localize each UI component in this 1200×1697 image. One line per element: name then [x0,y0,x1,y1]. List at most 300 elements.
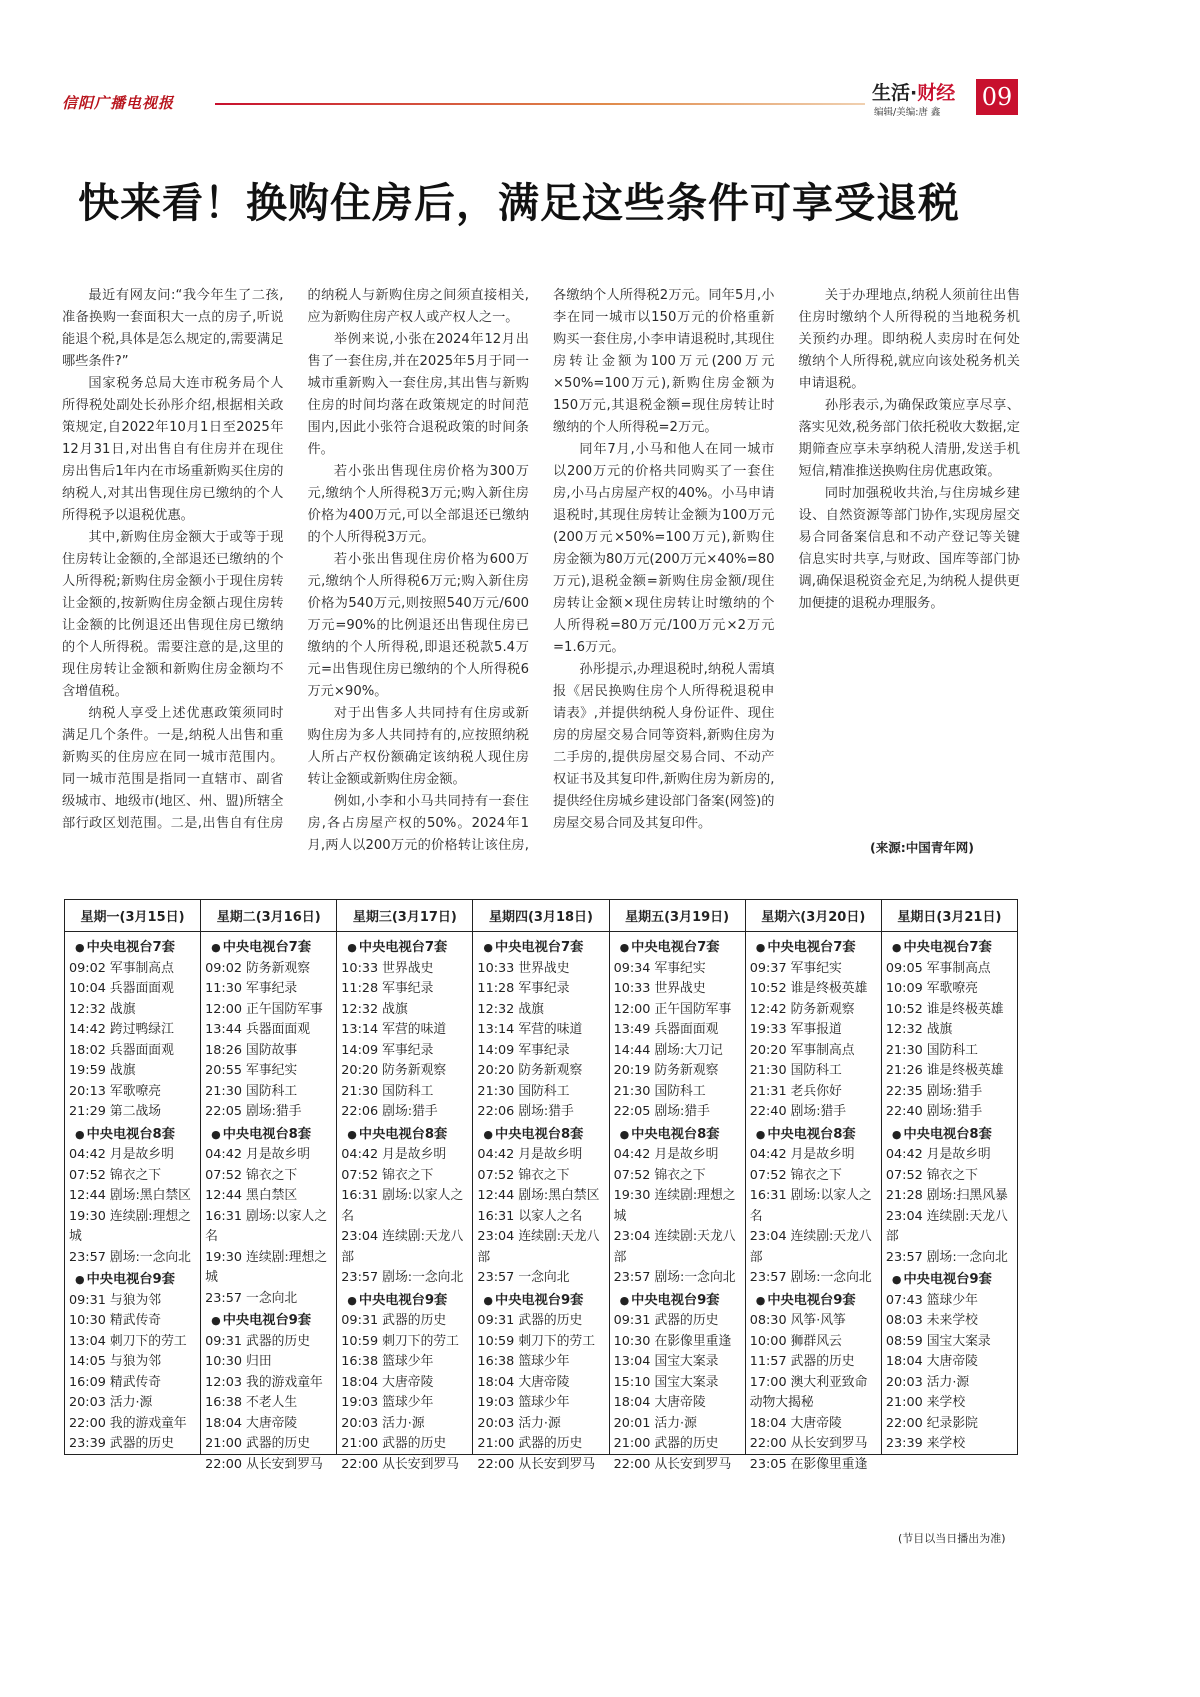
program-time: 22:00 [69,1415,106,1431]
program-time: 04:42 [69,1147,106,1162]
program-title: 兵器面面观 [246,1022,311,1037]
program-time: 16:31 [341,1188,379,1203]
channel-block [205,938,332,1123]
program-title: 风筝·风筝 [790,1313,846,1328]
program-title: 军事制高点 [926,960,991,976]
schedule-day-column [201,900,337,1472]
schedule-day-header: 星期一(3月15日) [65,900,200,932]
schedule-day-column [65,900,201,1454]
program-time: 12:32 [341,1001,379,1017]
program-row [205,1207,332,1248]
program-row [886,1332,1013,1353]
program-row [886,1000,1013,1021]
program-title: 军歌嘹亮 [109,1083,162,1099]
program-time: 21:00 [885,1395,923,1410]
program-time: 07:52 [477,1167,515,1183]
program-time: 18:04 [205,1415,243,1431]
program-time: 08:30 [749,1313,787,1328]
program-time: 22:05 [205,1104,243,1119]
program-title: 活力·源 [382,1415,425,1431]
program-time: 23:39 [69,1436,106,1451]
channel-block [614,938,741,1123]
program-time: 14:09 [477,1042,515,1058]
program-row [614,1020,741,1041]
channel-block [886,1125,1013,1269]
program-row [477,1455,604,1476]
program-title: 武器的历史 [246,1333,311,1349]
channel-block [750,1291,877,1476]
program-time: 14:44 [613,1042,651,1058]
program-title: 精武传奇 [109,1313,162,1328]
program-title: 一念向北 [518,1270,570,1285]
channel-name [341,1291,468,1312]
program-row [477,1332,604,1353]
channel-name-text: 中央电视台7套 [767,940,856,955]
program-time: 22:40 [749,1104,787,1119]
program-time: 19:30 [205,1249,243,1265]
article-source: (来源:中国青年网) [870,840,974,855]
program-time: 22:40 [885,1104,923,1119]
program-time: 12:44 [477,1188,515,1203]
channel-name [750,938,877,959]
program-title: 月是故乡明 [109,1147,174,1162]
program-title: 世界战史 [654,981,706,996]
program-time: 23:04 [341,1229,379,1244]
program-time: 23:57 [205,1290,243,1306]
program-time: 09:02 [205,960,243,976]
program-title: 军事纪录 [382,1042,434,1058]
program-title: 大唐帝陵 [654,1395,706,1410]
header-divider [215,103,865,105]
bullet-icon: ● [347,941,357,954]
program-title: 锦衣之下 [654,1167,706,1183]
program-row [614,1455,741,1476]
program-title: 世界战史 [518,960,570,976]
program-time: 22:00 [477,1456,515,1472]
program-title: 以家人之名 [518,1208,583,1224]
program-row [69,1186,196,1207]
program-time: 19:59 [69,1063,106,1078]
program-time: 22:00 [885,1415,923,1431]
program-time: 12:00 [613,1001,651,1017]
program-time: 20:55 [205,1063,243,1078]
program-title: 剧场:以家人之名 [205,1208,328,1244]
program-time: 21:30 [477,1083,515,1099]
program-row [205,979,332,1000]
program-time: 22:00 [749,1436,787,1451]
program-title: 连续剧:理想之城 [69,1208,191,1244]
program-title: 刺刀下的劳工 [382,1333,459,1349]
program-time: 20:03 [341,1415,379,1431]
program-row [477,1186,604,1207]
program-time: 20:19 [613,1063,651,1078]
program-row [750,1166,877,1187]
program-title: 军歌嘹亮 [926,981,978,996]
program-row [341,1166,468,1187]
program-title: 来学校 [926,1395,966,1410]
program-time: 23:04 [477,1229,515,1244]
program-row [69,1393,196,1414]
program-title: 狮群风云 [790,1333,842,1349]
program-time: 21:31 [749,1083,787,1099]
program-title: 国防科工 [382,1083,434,1099]
program-title: 月是故乡明 [246,1147,311,1162]
program-row [886,979,1013,1000]
program-row [341,1041,468,1062]
program-title: 连续剧:天龙八部 [749,1229,872,1265]
program-row [886,1166,1013,1187]
program-row [886,1291,1013,1312]
program-title: 正午国防军事 [246,1001,323,1017]
program-time: 11:30 [205,981,243,996]
program-title: 在影像里重逢 [654,1333,732,1349]
program-row [750,1061,877,1082]
program-title: 与狼为邻 [109,1354,162,1369]
program-row [614,1268,741,1289]
channel-block [614,1125,741,1289]
program-time: 10:33 [477,960,515,976]
newspaper-masthead: 信阳广播电视报 [62,94,175,112]
program-row [886,1414,1013,1435]
bullet-icon: ● [211,1314,221,1327]
program-time: 23:57 [885,1249,923,1265]
channel-name-text: 中央电视台7套 [631,940,720,955]
bullet-icon: ● [755,1293,766,1307]
program-time: 23:04 [749,1229,787,1244]
program-row [886,1186,1013,1207]
program-row [614,1000,741,1021]
program-title: 国防科工 [654,1083,706,1099]
program-title: 我的游戏童年 [246,1374,323,1390]
program-row [477,1145,604,1166]
channel-block [69,938,196,1123]
program-time: 22:05 [613,1104,651,1119]
program-row [750,1352,877,1373]
article-paragraph: 最近有网友问:“我今年生了二孩,准备换购一套面积大一点的房子,听说能退个税,具体是怎么规定的,需要满足哪些条件?” [62,288,284,369]
program-title: 剧场:一念向北 [654,1270,736,1285]
program-time: 04:42 [885,1147,923,1162]
program-time: 21:30 [749,1063,787,1078]
program-row [750,1332,877,1353]
channel-name-text: 中央电视台9套 [86,1272,175,1287]
program-row [477,959,604,980]
program-title: 正午国防军事 [654,1001,732,1017]
program-row [477,979,604,1000]
program-title: 连续剧:天龙八部 [341,1229,464,1265]
program-row [614,1414,741,1435]
channel-name-text: 中央电视台7套 [222,940,312,955]
program-row [750,1000,877,1021]
program-row [205,1020,332,1041]
program-title: 军事纪实 [654,960,706,976]
program-row [886,1393,1013,1414]
program-time: 22:00 [613,1456,651,1472]
program-time: 22:06 [477,1104,515,1119]
program-title: 军事报道 [790,1022,842,1037]
program-row [341,1311,468,1332]
program-row [614,1082,741,1103]
program-row [69,1102,196,1123]
program-title: 武器的历史 [654,1313,719,1328]
channel-name [69,938,196,959]
program-row [341,1227,468,1268]
channel-name [477,938,604,959]
program-time: 07:52 [613,1167,651,1183]
article-paragraph: 对于出售多人共同持有住房或新购住房为多人共同持有的,应按照纳税人所占产权份额确定该纳税人现住房转让金额或新购住房金额。 [307,706,529,787]
article-paragraph: 例如,小李和小马共同持有一套住房,各占房屋产权的50%。2024年1月,两人以200万元的价格转让该住房,各缴纳个人所得税2万元。同年5月,小李在同一城市以150万元的价格重新购买一套住房,小李申请退税时,其现住房转让金额为100万元(200万元×50%=100万元),新购住房金额为150万元,其退税金额=现住房转让时缴纳的个人所得税=2万元。 [307,288,775,853]
program-time: 12:44 [205,1188,243,1203]
program-time: 21:30 [341,1083,379,1099]
program-title: 国防科工 [926,1042,978,1058]
program-time: 23:57 [69,1249,106,1265]
program-row [477,1207,604,1228]
program-row [69,1373,196,1394]
program-title: 一念向北 [246,1290,298,1306]
program-title: 剧场:猎手 [654,1104,710,1119]
program-row [614,1061,741,1082]
program-row [750,1102,877,1123]
program-time: 10:30 [69,1313,106,1328]
program-time: 23:05 [749,1456,787,1472]
program-time: 21:00 [341,1436,379,1451]
program-title: 军事纪实 [790,960,842,976]
channel-block [886,1270,1013,1455]
program-time: 14:42 [69,1022,106,1037]
program-row [614,1352,741,1373]
program-time: 21:28 [885,1188,923,1203]
program-row [341,1000,468,1021]
program-title: 剧场:扫黑风暴 [926,1188,1008,1203]
program-title: 军营的味道 [382,1022,447,1037]
program-time: 21:26 [885,1063,923,1078]
channel-name-text: 中央电视台9套 [222,1313,312,1328]
program-title: 谁是终极英雄 [926,1063,1004,1078]
program-time: 17:00 [749,1374,787,1390]
program-title: 国防科工 [246,1083,298,1099]
program-row [341,1352,468,1373]
bullet-icon: ● [75,941,85,954]
program-time: 23:57 [613,1270,651,1285]
bullet-icon: ● [619,1127,630,1141]
program-title: 锦衣之下 [926,1167,978,1183]
channel-block [341,1291,468,1476]
program-time: 22:06 [341,1104,379,1119]
channel-name-text: 中央电视台9套 [767,1292,856,1308]
program-row [341,959,468,980]
program-title: 从长安到罗马 [654,1456,732,1472]
program-row [69,1145,196,1166]
program-title: 军事纪实 [246,1063,298,1078]
program-title: 从长安到罗马 [382,1456,459,1472]
program-time: 13:14 [341,1022,379,1037]
program-time: 09:34 [613,960,651,976]
bullet-icon: ● [619,941,630,954]
program-row [205,1082,332,1103]
program-row [69,959,196,980]
program-row [341,1061,468,1082]
program-row [614,979,741,1000]
article-paragraph: 举例来说,小张在2024年12月出售了一套住房,并在2025年5月于同一城市重新购入一套住房,其出售与新购住房的时间均落在政策规定的时间范围内,因此小张符合退税政策的时间条件。 [307,332,529,457]
channel-name [205,938,332,959]
schedule-day-column [610,900,746,1472]
program-row [614,959,741,980]
program-time: 20:20 [341,1063,379,1078]
channel-block [750,938,877,1123]
program-time: 10:30 [613,1333,651,1349]
program-title: 连续剧:理想之城 [205,1249,328,1285]
program-time: 18:04 [341,1374,379,1390]
program-time: 14:09 [341,1042,379,1058]
program-title: 澳大利亚致命动物大揭秘 [749,1374,868,1410]
program-title: 剧场:一念向北 [926,1249,1008,1265]
channel-name-text: 中央电视台7套 [86,940,175,955]
program-title: 武器的历史 [382,1313,447,1328]
program-time: 16:38 [205,1395,243,1410]
program-title: 锦衣之下 [382,1167,434,1183]
program-title: 军事制高点 [790,1042,855,1058]
program-title: 国宝大案录 [654,1374,719,1390]
program-time: 20:20 [749,1042,787,1058]
program-row [750,1311,877,1332]
program-row [750,1227,877,1268]
program-title: 连续剧:天龙八部 [477,1229,600,1265]
program-row [477,1434,604,1455]
section-title-life: 生活· [872,82,918,104]
program-row [477,1414,604,1435]
program-row [477,1102,604,1123]
program-row [205,959,332,980]
program-title: 纪录影院 [926,1415,978,1431]
program-time: 12:32 [477,1001,515,1017]
program-title: 剧场:以家人之名 [749,1188,872,1224]
program-row [69,1207,196,1248]
program-row [477,1352,604,1373]
program-row [477,1373,604,1394]
channel-name-text: 中央电视台8套 [358,1126,448,1142]
program-row [477,1082,604,1103]
program-row [205,1166,332,1187]
program-row [750,1082,877,1103]
program-title: 剧场:猎手 [246,1104,302,1119]
program-time: 18:04 [477,1374,515,1390]
program-time: 08:03 [885,1313,923,1328]
bullet-icon: ● [755,1127,766,1141]
program-row [341,1393,468,1414]
program-time: 12:00 [205,1001,243,1017]
program-title: 锦衣之下 [246,1167,298,1183]
program-time: 16:38 [477,1354,515,1369]
program-time: 21:30 [885,1042,923,1058]
program-title: 武器的历史 [382,1436,447,1451]
program-title: 谁是终极英雄 [790,981,868,996]
channel-name-text: 中央电视台8套 [86,1126,175,1142]
program-time: 07:52 [749,1167,787,1183]
program-row [886,1248,1013,1269]
bullet-icon: ● [483,1127,494,1141]
program-time: 18:04 [885,1354,923,1369]
program-row [205,1393,332,1414]
program-time: 07:43 [885,1292,923,1308]
program-row [886,1145,1013,1166]
article-paragraph: 国家税务总局大连市税务局个人所得税处副处长孙彤介绍,根据相关政策规定,自2022年10月1日至2025年12月31日,对出售自有住房并在现住房出售后1年内在市场重新购买住房的纳税人,对其出售现住房已缴纳的个人所得税予以退税优惠。 [62,376,284,523]
program-title: 月是故乡明 [518,1147,583,1162]
program-row [750,1020,877,1041]
program-row [69,1061,196,1082]
article-paragraph: 其中,新购住房金额大于或等于现住房转让金额的,全部退还已缴纳的个人所得税;新购住房金额小于现住房转让金额的,按新购住房金额占现住房转让金额的比例退还出售现住房已缴纳的个人所得税。需要注意的是,这里的现住房转让金额和新购住房金额均不含增值税。 [62,530,284,699]
program-time: 21:00 [477,1436,515,1451]
program-time: 08:59 [885,1333,923,1349]
bullet-icon: ● [211,1127,221,1141]
schedule-day-header: 星期日(3月21日) [882,900,1017,932]
program-time: 23:04 [885,1208,923,1224]
program-title: 老兵你好 [790,1083,842,1099]
program-title: 未来学校 [926,1313,978,1328]
program-row [477,1166,604,1187]
channel-block [477,938,604,1123]
program-title: 国宝大案录 [926,1333,991,1349]
program-time: 10:52 [885,1001,923,1017]
section-title [872,78,955,105]
bullet-icon: ● [347,1127,357,1141]
program-row [205,1414,332,1435]
program-title: 活力·源 [926,1374,970,1390]
program-title: 防务新观察 [518,1063,583,1078]
program-time: 21:30 [205,1083,243,1099]
program-time: 14:05 [69,1354,106,1369]
channel-name-text: 中央电视台9套 [358,1292,448,1308]
schedule-day-header: 星期二(3月16日) [201,900,336,932]
program-row [69,1082,196,1103]
program-time: 04:42 [749,1147,787,1162]
program-time: 20:03 [477,1415,515,1431]
bullet-icon: ● [211,941,221,954]
program-time: 09:37 [749,960,787,976]
program-time: 16:31 [749,1188,787,1203]
program-row [886,1102,1013,1123]
program-row [614,1373,741,1394]
program-row [69,1041,196,1062]
program-title: 从长安到罗马 [790,1436,868,1451]
program-time: 12:32 [885,1022,923,1037]
program-title: 不老人生 [246,1395,298,1410]
program-title: 剧场:大刀记 [654,1042,723,1058]
article-paragraph: 若小张出售现住房价格为300万元,缴纳个人所得税3万元;购入新住房价格为400万元,可以全部退还已缴纳的个人所得税3万元。 [307,464,529,545]
program-title: 战旗 [109,1001,136,1017]
channel-name-text: 中央电视台8套 [631,1126,720,1142]
program-row [341,979,468,1000]
schedule-day-column [337,900,473,1472]
program-title: 国防科工 [518,1083,570,1099]
program-time: 12:32 [69,1001,106,1017]
program-time: 13:14 [477,1022,515,1037]
program-row [69,1332,196,1353]
program-time: 18:04 [613,1395,651,1410]
program-title: 活力·源 [109,1395,153,1410]
channel-name [477,1125,604,1146]
program-title: 大唐帝陵 [246,1415,298,1431]
program-title: 武器的历史 [246,1436,311,1451]
channel-name [614,938,741,959]
program-title: 世界战史 [382,960,434,976]
program-row [341,1455,468,1476]
program-time: 11:28 [477,981,515,996]
program-title: 防务新观察 [246,960,311,976]
program-row [750,1186,877,1227]
program-title: 兵器面面观 [109,981,174,996]
program-row [205,1145,332,1166]
program-time: 09:05 [885,960,923,976]
program-time: 20:13 [69,1083,106,1099]
